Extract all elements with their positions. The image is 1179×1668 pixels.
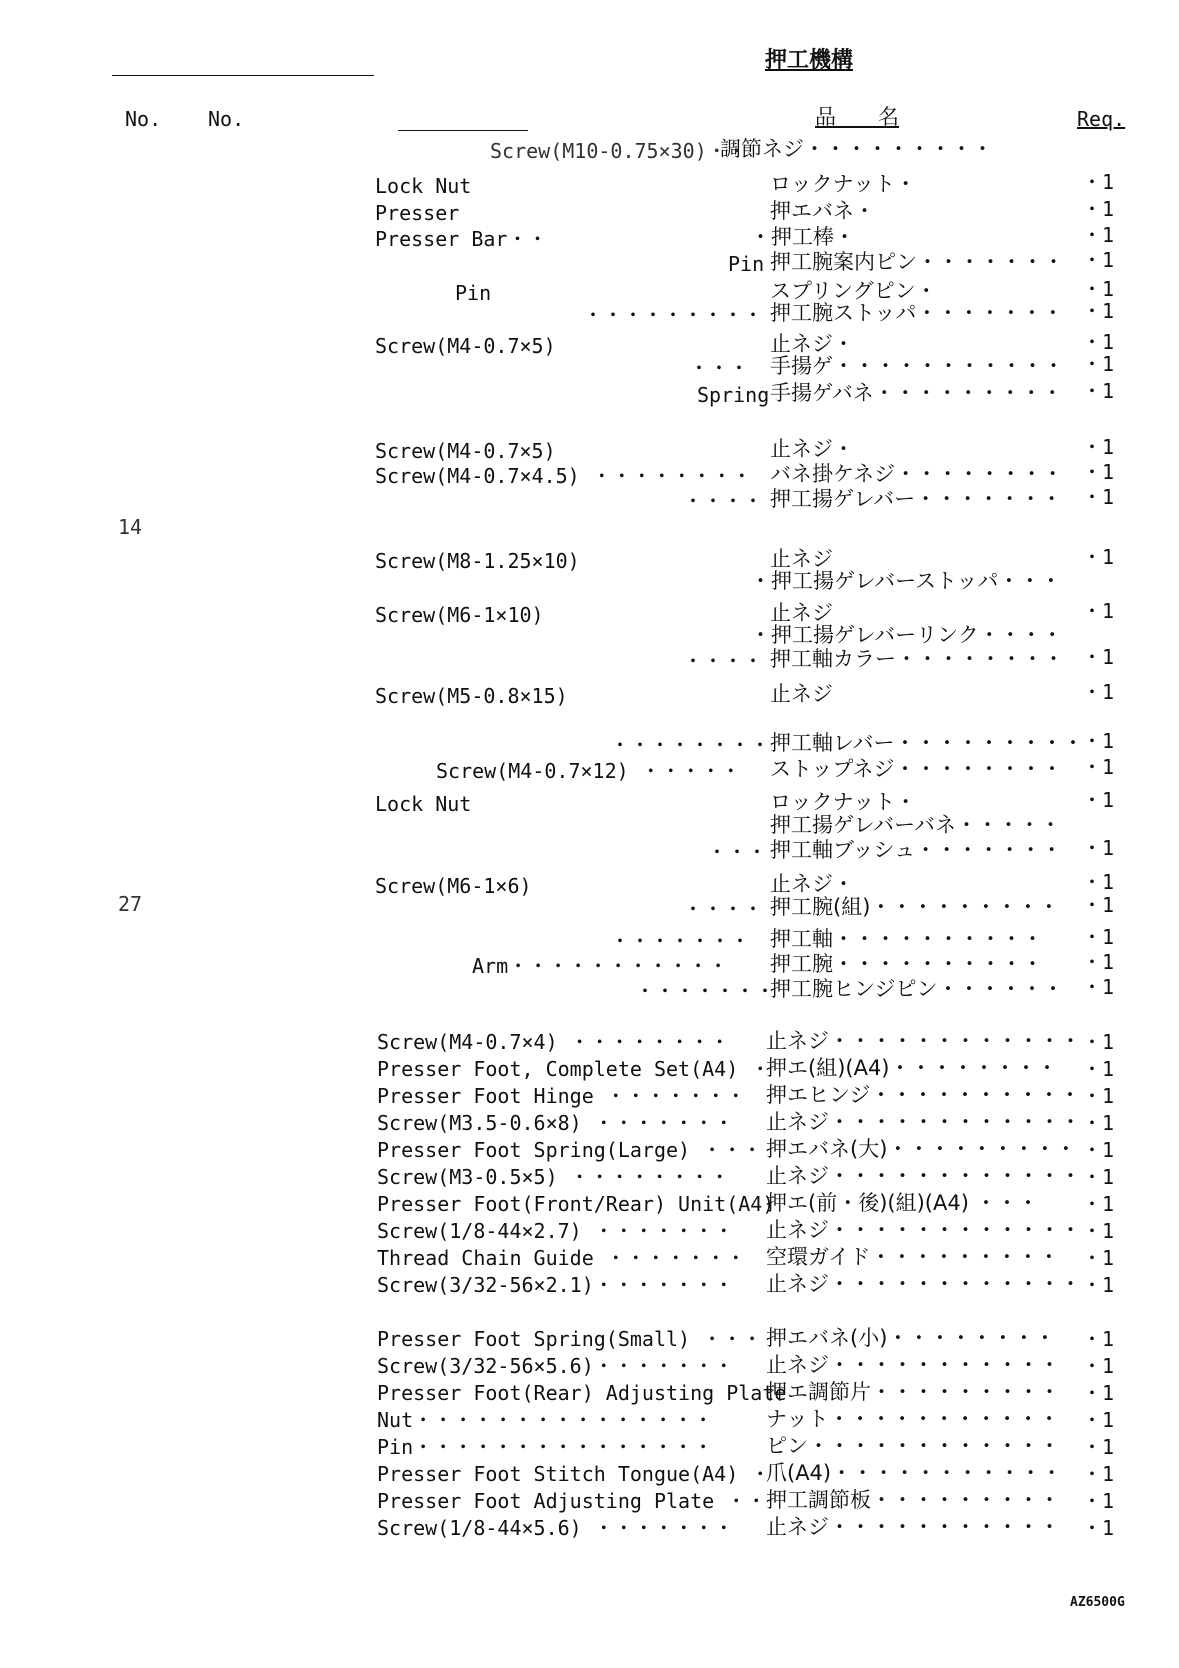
header-no-1: No.: [125, 107, 162, 131]
part-name-en: Lock Nut: [375, 174, 472, 198]
required-qty: ・1: [1082, 1084, 1115, 1108]
required-qty: ・1: [1082, 1111, 1115, 1135]
part-name-jp: 押エ(組)(A4)・・・・・・・・: [766, 1056, 1058, 1080]
required-qty: ・1: [1082, 330, 1115, 354]
part-name-jp: ロックナット・: [770, 790, 917, 814]
part-name-jp: 手揚ゲバネ・・・・・・・・・: [770, 381, 1063, 405]
part-name-jp: 押工腕案内ピン・・・・・・・: [770, 250, 1064, 274]
required-qty: ・1: [1082, 277, 1115, 301]
part-name-jp: 押工軸カラー・・・・・・・・: [770, 647, 1064, 671]
part-name-en: Arm・・・・・・・・・・・: [472, 954, 729, 978]
part-name-en: 14: [118, 515, 143, 539]
header-rule-mid: [398, 130, 528, 131]
part-name-jp: 押エ調節片・・・・・・・・・: [766, 1380, 1060, 1404]
part-name-en: ・・・・: [683, 489, 763, 513]
part-name-en: Screw(M5-0.8×15): [375, 684, 568, 708]
part-name-jp: 止ネジ: [770, 601, 833, 625]
part-name-en: Screw(1/8-44×2.7) ・・・・・・・: [377, 1219, 734, 1243]
part-name-en: 27: [118, 892, 143, 916]
part-name-jp: 押工腕ヒンジピン・・・・・・: [770, 977, 1064, 1001]
required-qty: ・1: [1082, 1138, 1115, 1162]
required-qty: ・1: [1082, 460, 1115, 484]
part-name-en: Spring: [697, 383, 770, 407]
required-qty: ・1: [1082, 545, 1115, 569]
part-name-en: Thread Chain Guide ・・・・・・・: [377, 1246, 746, 1270]
header-rule-left: [112, 75, 374, 76]
required-qty: ・1: [1082, 893, 1115, 917]
part-name-jp: 押工腕ストッパ・・・・・・・: [770, 301, 1064, 325]
required-qty: ・1: [1082, 1057, 1115, 1081]
part-name-en: Screw(M6-1×6): [375, 874, 532, 898]
part-name-en: ・・・・・・・: [610, 929, 750, 953]
document-code: AZ6500G: [1070, 1595, 1125, 1610]
required-qty: ・1: [1082, 788, 1115, 812]
part-name-jp: 手揚ゲ・・・・・・・・・・・: [770, 354, 1064, 378]
part-name-jp: 押エ(前・後)(組)(A4) ・・・: [766, 1191, 1039, 1215]
part-name-jp: 押エバネ(大)・・・・・・・・・: [766, 1137, 1077, 1161]
required-qty: ・1: [1082, 170, 1115, 194]
required-qty: ・1: [1082, 197, 1115, 221]
required-qty: ・1: [1082, 1354, 1115, 1378]
required-qty: ・1: [1082, 1273, 1115, 1297]
required-qty: ・1: [1082, 755, 1115, 779]
required-qty: ・1: [1082, 1327, 1115, 1351]
required-qty: ・1: [1082, 299, 1115, 323]
part-name-en: Screw(M4-0.7×4.5) ・・・・・・・・: [375, 464, 752, 488]
part-name-en: Screw(1/8-44×5.6) ・・・・・・・: [377, 1516, 734, 1540]
part-name-en: ・・・・・・・・: [610, 733, 770, 757]
part-name-jp: 押工軸レバー・・・・・・・・・: [770, 731, 1084, 755]
part-name-jp: 止ネジ: [770, 682, 833, 706]
part-name-jp: 止ネジ・: [770, 872, 854, 896]
required-qty: ・1: [1082, 352, 1115, 376]
required-qty: ・1: [1082, 1030, 1115, 1054]
required-qty: ・1: [1082, 925, 1115, 949]
part-name-en: ・・・・: [683, 897, 763, 921]
required-qty: ・1: [1082, 1516, 1115, 1540]
part-name-en: Lock Nut: [375, 792, 472, 816]
part-name-jp: 止ネジ・・・・・・・・・・・: [766, 1353, 1060, 1377]
part-name-en: Screw(3/32-56×5.6)・・・・・・・: [377, 1354, 734, 1378]
part-name-jp: 押工腕(組)・・・・・・・・・: [770, 895, 1060, 919]
part-name-jp: ・押工棒・: [750, 225, 855, 249]
required-qty: ・1: [1082, 1435, 1115, 1459]
part-name-en: Presser Foot Adjusting Plate ・・: [377, 1489, 767, 1513]
part-name-jp: 押工揚ゲレバー・・・・・・・: [770, 487, 1063, 511]
part-name-en: Screw(M4-0.7×12) ・・・・・: [436, 759, 741, 783]
part-name-en: Screw(M4-0.7×5): [375, 439, 556, 463]
required-qty: ・1: [1082, 248, 1115, 272]
part-name-jp: 止ネジ: [770, 547, 833, 571]
part-name-jp: ナット・・・・・・・・・・・: [766, 1407, 1060, 1431]
required-qty: ・1: [1082, 870, 1115, 894]
part-name-en: Screw(M4-0.7×5): [375, 334, 556, 358]
part-name-jp: バネ掛ケネジ・・・・・・・・: [770, 462, 1064, 486]
required-qty: ・1: [1082, 1462, 1115, 1486]
part-name-en: Presser Foot Spring(Large) ・・・: [377, 1138, 763, 1162]
required-qty: ・1: [1082, 435, 1115, 459]
required-qty: ・1: [1082, 1381, 1115, 1405]
part-name-en: Presser Foot(Front/Rear) Unit(A4): [377, 1192, 775, 1216]
part-name-en: Screw(M4-0.7×4) ・・・・・・・・: [377, 1030, 730, 1054]
part-name-jp: 押工腕・・・・・・・・・・: [770, 952, 1043, 976]
part-name-en: Screw(M8-1.25×10): [375, 549, 580, 573]
part-name-jp: 調節ネジ・・・・・・・・・: [720, 137, 993, 161]
required-qty: ・1: [1082, 379, 1115, 403]
part-name-jp: 止ネジ・・・・・・・・・・・・: [766, 1218, 1081, 1242]
required-qty: ・1: [1082, 223, 1115, 247]
required-qty: ・1: [1082, 729, 1115, 753]
part-name-en: ・・・・・・・・・: [583, 303, 763, 327]
part-name-jp: ・押工揚ゲレバーストッパ・・・: [750, 569, 1062, 593]
part-name-jp: 止ネジ・・・・・・・・・・・・: [766, 1110, 1081, 1134]
required-qty: ・1: [1082, 1246, 1115, 1270]
part-name-en: Pin・・・・・・・・・・・・・・・: [377, 1435, 714, 1459]
part-name-en: Presser Bar・・: [375, 227, 548, 251]
part-name-en: ・・・・: [683, 649, 763, 673]
part-name-jp: 押工揚ゲレバーバネ・・・・・: [770, 813, 1062, 837]
required-qty: ・1: [1082, 645, 1115, 669]
part-name-en: Screw(M6-1×10): [375, 603, 544, 627]
part-name-en: Presser: [375, 201, 460, 225]
part-name-jp: 空環ガイド・・・・・・・・・: [766, 1245, 1060, 1269]
part-name-jp: スプリングピン・: [770, 279, 937, 303]
part-name-en: Pin: [455, 281, 492, 305]
part-name-jp: ピン・・・・・・・・・・・・: [766, 1434, 1060, 1458]
part-name-jp: 押工調節板・・・・・・・・・: [766, 1488, 1060, 1512]
required-qty: ・1: [1082, 836, 1115, 860]
header-hinmei: 品 名: [815, 105, 899, 129]
part-name-en: Screw(3/32-56×2.1)・・・・・・・: [377, 1273, 734, 1297]
part-name-jp: 押工軸ブッシュ・・・・・・・: [770, 838, 1063, 862]
required-qty: ・1: [1082, 975, 1115, 999]
part-name-jp: 止ネジ・・・・・・・・・・・・: [766, 1272, 1081, 1296]
required-qty: ・1: [1082, 950, 1115, 974]
part-name-jp: 止ネジ・・・・・・・・・・・・: [766, 1164, 1081, 1188]
part-name-jp: 押エバネ(小)・・・・・・・・: [766, 1326, 1056, 1350]
part-name-en: Screw(M10-0.75×30)・・: [490, 139, 747, 163]
required-qty: ・1: [1082, 1489, 1115, 1513]
part-name-en: ・・・・・・・: [635, 979, 775, 1003]
part-name-jp: 押工軸・・・・・・・・・・: [770, 927, 1043, 951]
part-name-en: Screw(M3.5-0.6×8) ・・・・・・・: [377, 1111, 734, 1135]
part-name-jp: 押エバネ・: [770, 199, 875, 223]
part-name-en: ・・・: [689, 356, 749, 380]
part-name-en: Presser Foot Spring(Small) ・・・: [377, 1327, 763, 1351]
required-qty: ・1: [1082, 1219, 1115, 1243]
required-qty: ・1: [1082, 1165, 1115, 1189]
required-qty: ・1: [1082, 485, 1115, 509]
part-name-jp: ストップネジ・・・・・・・・: [770, 757, 1063, 781]
header-no-2: No.: [208, 107, 245, 131]
part-name-en: Presser Foot Hinge ・・・・・・・: [377, 1084, 746, 1108]
required-qty: ・1: [1082, 680, 1115, 704]
part-name-en: ・・・: [707, 840, 767, 864]
part-name-jp: 止ネジ・・・・・・・・・・・: [766, 1515, 1060, 1539]
required-qty: ・1: [1082, 599, 1115, 623]
part-name-jp: ・押工揚ゲレバーリンク・・・・: [750, 623, 1063, 647]
part-name-en: Screw(M3-0.5×5) ・・・・・・・・: [377, 1165, 730, 1189]
part-name-jp: 押エヒンジ・・・・・・・・・・: [766, 1083, 1081, 1107]
part-name-en: Nut・・・・・・・・・・・・・・・: [377, 1408, 714, 1432]
part-name-jp: ロックナット・: [770, 172, 917, 196]
required-qty: ・1: [1082, 1408, 1115, 1432]
part-name-en: Pin: [728, 252, 765, 276]
part-name-jp: 止ネジ・: [770, 437, 854, 461]
part-name-en: Presser Foot Stitch Tongue(A4) ・: [377, 1462, 771, 1486]
part-name-jp: 止ネジ・: [770, 332, 854, 356]
part-name-en: Presser Foot(Rear) Adjusting Plate: [377, 1381, 787, 1405]
required-qty: ・1: [1082, 1192, 1115, 1216]
part-name-jp: 爪(A4)・・・・・・・・・・・: [766, 1461, 1063, 1485]
part-name-en: Presser Foot, Complete Set(A4) ・: [377, 1057, 771, 1081]
header-req: Req.: [1077, 107, 1126, 131]
page-title: 押工機構: [765, 48, 854, 73]
part-name-jp: 止ネジ・・・・・・・・・・・・: [766, 1029, 1081, 1053]
